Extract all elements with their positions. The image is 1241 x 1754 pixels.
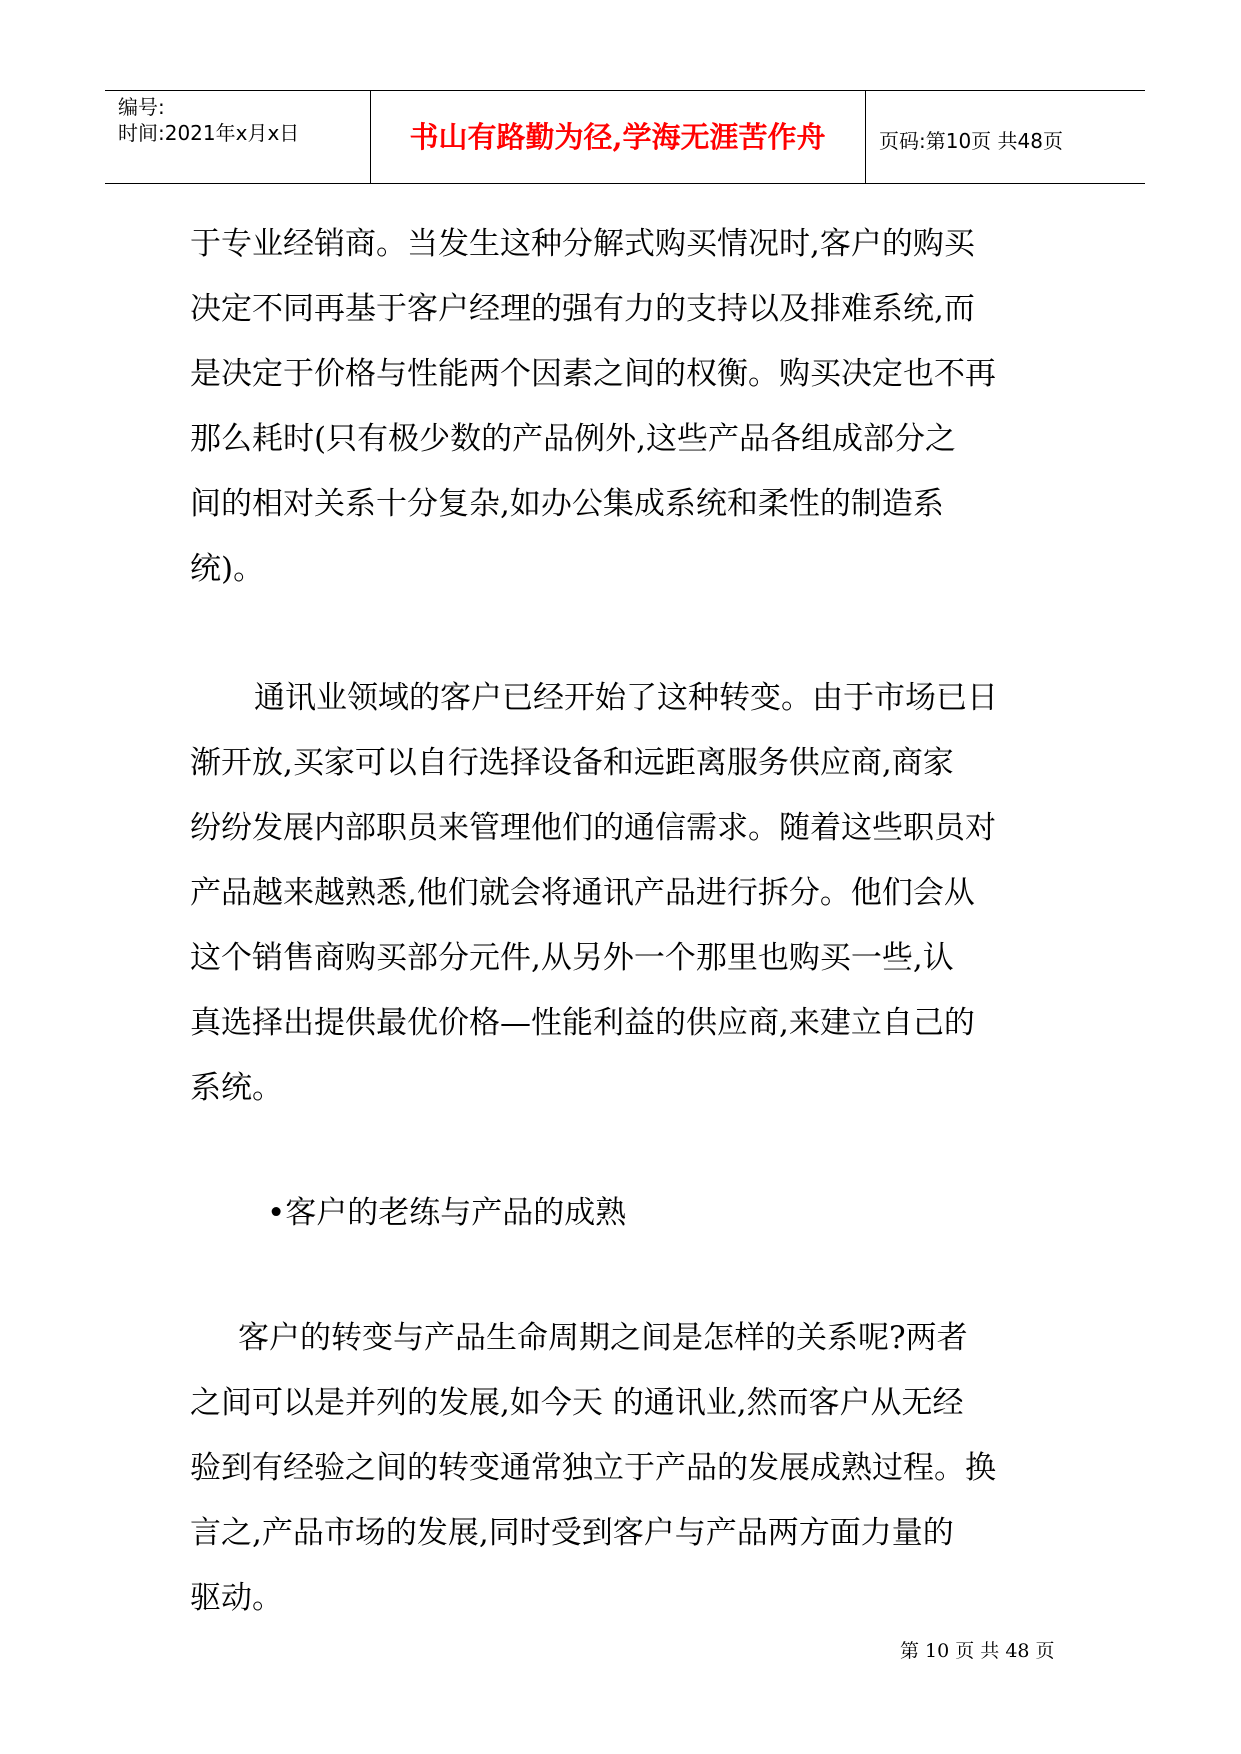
text-line: 这个销售商购买部分元件,从另外一个那里也购买一些,认 (190, 940, 954, 976)
text-line: 产品越来越熟悉,他们就会将通讯产品进行拆分。他们会从 (190, 875, 975, 911)
paragraph-gap (190, 1246, 1060, 1306)
text-line: 渐开放,买家可以自行选择设备和远距离服务供应商,商家 (190, 745, 954, 781)
text-line: 纷纷发展内部职员来管理他们的通信需求。随着这些职员对 (190, 810, 996, 846)
header-middle-cell (370, 91, 866, 183)
header-right-cell (865, 91, 1145, 183)
paragraph-3 (190, 1306, 1060, 1631)
text-line: 客户的转变与产品生命周期之间是怎样的关系呢?两者 (238, 1320, 968, 1356)
text-line: 驱动。 (190, 1580, 283, 1616)
text-line: 系统。 (190, 1070, 283, 1106)
text-line: 决定不同再基于客户经理的强有力的支持以及排难系统,而 (190, 291, 975, 327)
page-footer: 第 10 页 共 48 页 (900, 1640, 1055, 1662)
text-line: 是决定于价格与性能两个因素之间的权衡。购买决定也不再 (190, 356, 996, 392)
bullet-item: •客户的老练与产品的成熟 (267, 1195, 627, 1231)
document-body (190, 212, 1060, 1631)
page-header (105, 90, 1145, 184)
header-motto: 书山有路勤为径,学海无涯苦作舟 (409, 120, 826, 154)
text-line: 真选择出提供最优价格—性能利益的供应商,来建立自己的 (190, 1005, 975, 1041)
bullet-heading (190, 1181, 1060, 1246)
number-label: 编号: (118, 95, 165, 119)
time-label: 时间:2021年x月x日 (118, 121, 300, 145)
text-line: 于专业经销商。当发生这种分解式购买情况时,客户的购买 (190, 226, 975, 262)
paragraph-gap (190, 1121, 1060, 1181)
paragraph-2 (190, 666, 1060, 1121)
text-line: 之间可以是并列的发展,如今天 的通讯业,然而客户从无经 (190, 1385, 964, 1421)
text-line: 言之,产品市场的发展,同时受到客户与产品两方面力量的 (190, 1515, 954, 1551)
text-line: 那么耗时(只有极少数的产品例外,这些产品各组成部分之 (190, 421, 956, 457)
text-line: 间的相对关系十分复杂,如办公集成系统和柔性的制造系 (190, 486, 944, 522)
paragraph-gap (190, 602, 1060, 666)
text-line: 统)。 (190, 551, 265, 587)
text-line: 通讯业领域的客户已经开始了这种转变。由于市场已日 (254, 680, 998, 716)
header-page-info: 页码:第10页 共48页 (879, 129, 1063, 153)
text-line: 验到有经验之间的转变通常独立于产品的发展成熟过程。换 (190, 1450, 996, 1486)
paragraph-1 (190, 212, 1060, 602)
header-left-cell (105, 91, 371, 183)
